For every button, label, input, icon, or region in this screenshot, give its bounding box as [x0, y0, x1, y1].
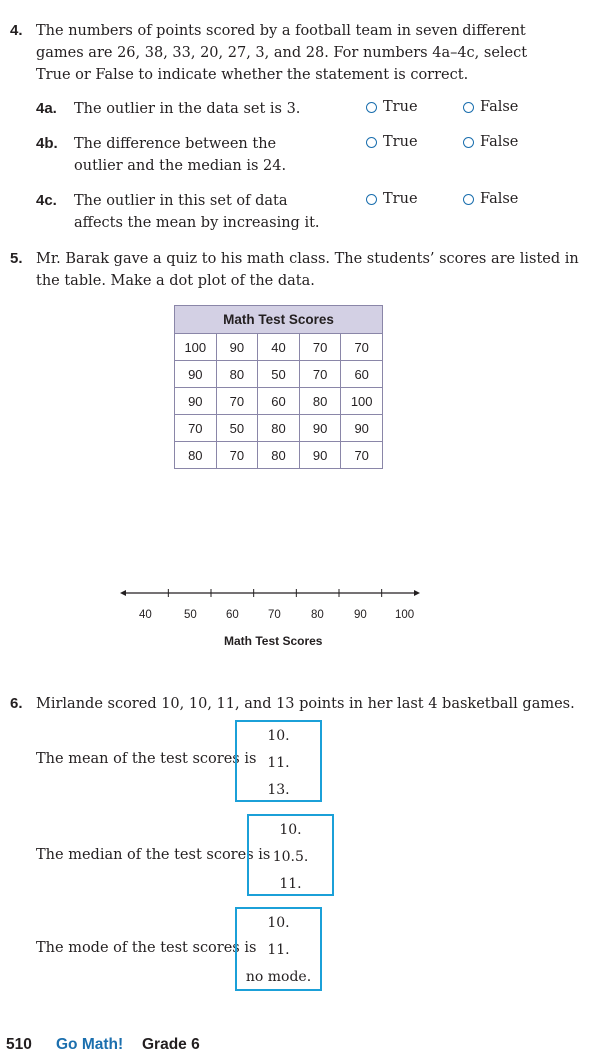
part-4a-label: 4a.: [36, 100, 57, 117]
median-prompt: The median of the test scores is: [36, 847, 271, 863]
footer-brand: Go Math!: [56, 1036, 124, 1053]
table-cell: 80: [175, 442, 217, 469]
tick-label: 90: [354, 609, 367, 621]
median-option[interactable]: 10.5.: [272, 849, 309, 865]
table-cell: 70: [299, 334, 341, 361]
mean-answer-choices[interactable]: [235, 720, 322, 802]
tick-label: 60: [226, 609, 239, 621]
part-4c-text-line-1: The outlier in this set of data: [74, 193, 288, 209]
table-cell: 70: [341, 442, 383, 469]
table-cell: 80: [299, 388, 341, 415]
tick-label: 100: [395, 609, 415, 621]
true-label: True: [383, 191, 418, 207]
median-option[interactable]: 10.: [279, 822, 302, 838]
question-6-number: 6.: [10, 695, 23, 712]
table-cell: 70: [216, 442, 258, 469]
table-cell: 90: [216, 334, 258, 361]
left-arrow-icon: [120, 590, 126, 596]
part-4c-label: 4c.: [36, 192, 57, 209]
part-4b-text-line-1: The difference between the: [74, 136, 277, 152]
mode-option[interactable]: no mode.: [245, 969, 312, 985]
true-label: True: [383, 99, 418, 115]
tick-label: 40: [139, 609, 152, 621]
radio-circle-icon[interactable]: [463, 137, 474, 148]
mode-option[interactable]: 11.: [267, 942, 290, 958]
table-cell: 60: [258, 388, 300, 415]
question-4-line-2: games are 26, 38, 33, 20, 27, 3, and 28. For numbers 4a–4c, select: [36, 45, 528, 61]
table-row: [175, 388, 383, 415]
false-label: False: [480, 191, 519, 207]
mode-answer-choices[interactable]: [235, 907, 322, 991]
number-line-title: Math Test Scores: [224, 634, 323, 648]
number-line-labels: [0, 609, 606, 625]
table-cell: 90: [299, 442, 341, 469]
table-cell: 40: [258, 334, 300, 361]
table-cell: 80: [216, 361, 258, 388]
tick-label: 50: [184, 609, 197, 621]
radio-circle-icon[interactable]: [366, 137, 377, 148]
median-option[interactable]: 11.: [279, 876, 302, 892]
math-test-scores-table: [174, 305, 383, 469]
table-cell: 70: [341, 334, 383, 361]
false-label: False: [480, 134, 519, 150]
mean-prompt: The mean of the test scores is: [36, 751, 257, 767]
radio-circle-icon[interactable]: [463, 194, 474, 205]
part-4c-true-option[interactable]: [366, 191, 418, 207]
footer-grade: Grade 6: [142, 1036, 200, 1053]
question-4-number: 4.: [10, 22, 23, 39]
part-4c-false-option[interactable]: [463, 191, 518, 207]
false-label: False: [480, 99, 519, 115]
table-row: [175, 415, 383, 442]
table-cell: 50: [258, 361, 300, 388]
mean-option[interactable]: 11.: [267, 755, 290, 771]
radio-circle-icon[interactable]: [366, 102, 377, 113]
table-cell: 70: [299, 361, 341, 388]
radio-circle-icon[interactable]: [463, 102, 474, 113]
table-cell: 50: [216, 415, 258, 442]
table-title: Math Test Scores: [175, 306, 383, 334]
table-cell: 80: [258, 415, 300, 442]
table-cell: 70: [216, 388, 258, 415]
table-row: [175, 361, 383, 388]
mean-option[interactable]: 10.: [267, 728, 290, 744]
question-5-number: 5.: [10, 250, 23, 267]
part-4b-text-line-2: outlier and the median is 24.: [74, 158, 287, 174]
question-5-line-2: the table. Make a dot plot of the data.: [36, 273, 315, 289]
table-cell: 90: [175, 388, 217, 415]
page-number: 510: [6, 1036, 32, 1053]
mode-prompt: The mode of the test scores is: [36, 940, 257, 956]
part-4b-label: 4b.: [36, 135, 58, 152]
part-4a-true-option[interactable]: [366, 99, 418, 115]
table-cell: 60: [341, 361, 383, 388]
tick-label: 70: [268, 609, 281, 621]
question-4-line-1: The numbers of points scored by a football team in seven different: [36, 23, 526, 39]
question-5-line-1: Mr. Barak gave a quiz to his math class. The students’ scores are listed in: [36, 251, 579, 267]
median-answer-choices[interactable]: [247, 814, 334, 896]
part-4a-text: The outlier in the data set is 3.: [74, 101, 301, 117]
part-4b-true-option[interactable]: [366, 134, 418, 150]
question-4-line-3: True or False to indicate whether the statement is correct.: [36, 67, 469, 83]
mode-option[interactable]: 10.: [267, 915, 290, 931]
dot-plot-number-line[interactable]: [120, 585, 420, 605]
part-4c-text-line-2: affects the mean by increasing it.: [74, 215, 320, 231]
table-cell: 100: [175, 334, 217, 361]
part-4b-false-option[interactable]: [463, 134, 518, 150]
table-cell: 70: [175, 415, 217, 442]
mean-option[interactable]: 13.: [267, 782, 290, 798]
table-cell: 100: [341, 388, 383, 415]
table-row: [175, 334, 383, 361]
table-cell: 90: [175, 361, 217, 388]
right-arrow-icon: [414, 590, 420, 596]
part-4a-false-option[interactable]: [463, 99, 518, 115]
table-row: [175, 442, 383, 469]
question-6-text: Mirlande scored 10, 10, 11, and 13 points in her last 4 basketball games.: [36, 696, 575, 712]
table-cell: 90: [299, 415, 341, 442]
table-cell: 80: [258, 442, 300, 469]
table-cell: 90: [341, 415, 383, 442]
true-label: True: [383, 134, 418, 150]
radio-circle-icon[interactable]: [366, 194, 377, 205]
tick-label: 80: [311, 609, 324, 621]
